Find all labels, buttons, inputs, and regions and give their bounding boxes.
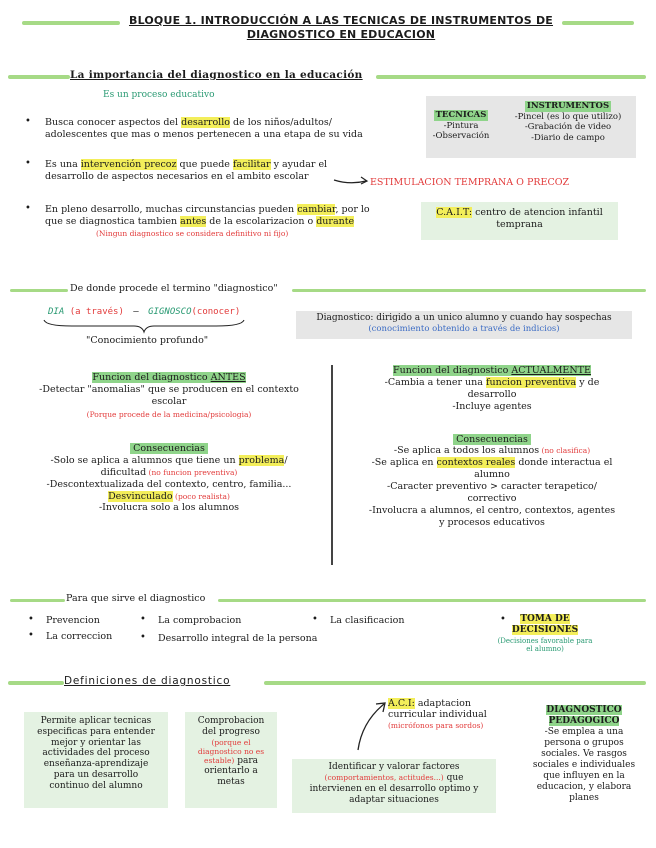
s1-bullet1-dot: • [25, 116, 31, 127]
diagnostico-def-text [296, 313, 632, 335]
actual-l2: desarrollo [467, 388, 517, 400]
actual-c7: y procesos educativos [439, 516, 545, 528]
s4-heading-bar-left [8, 681, 64, 685]
antes-c2-text: dificultad [100, 466, 147, 478]
actual-l3: -Incluye agentes [452, 400, 532, 412]
actual-c2-post: donde interactua el [515, 457, 613, 469]
def-box-1-text [24, 716, 168, 792]
ped-line-3: sociales e individuales [532, 759, 636, 770]
instrumentos-block [500, 101, 636, 144]
def1-line-3: actividades del proceso [42, 748, 150, 759]
s1-bullet3-dot: • [25, 203, 31, 214]
s1-b3-note: (Ningun diagnostico se considera definitivo ni fijo) [96, 229, 289, 238]
s1-b2-hl2: facilitar [232, 159, 271, 170]
s2-heading-bar-right [292, 289, 646, 292]
s1-bullet2 [45, 159, 375, 183]
s3-heading-bar-left [10, 599, 65, 602]
def3-l1: Identificar y valorar factores [328, 762, 460, 772]
toma-note1: (Decisiones favorable para [497, 636, 593, 645]
def3-l3: intervienen en el desarrollo optimo y [309, 783, 479, 794]
s1-b3-l2mid: de la escolarizacion o [206, 215, 317, 227]
page-title [120, 14, 562, 42]
actual-title-pre: Funcion del diagnostico [393, 365, 512, 376]
aci-note: (micrófonos para sordos) [388, 720, 484, 730]
diagnostico-def-note: (conocimiento obtenido a través de indicios) [368, 324, 560, 335]
tecnicas-item-0: -Pintura [443, 120, 479, 131]
s3-item-3: La correccion [46, 631, 113, 642]
antes-column [24, 372, 314, 514]
def1-line-5: para un desarrollo [53, 769, 139, 780]
actual-cons-title-text: Consecuencias [453, 434, 531, 445]
ped-line-5: educacion, y elabora [536, 781, 632, 792]
antes-c1-pre: -Solo se aplica a alumnos que tiene un [50, 454, 239, 466]
actual-c4: -Caracter preventivo > caracter terapetico/ [387, 481, 597, 492]
actual-l1-pre: -Cambia a tener una [384, 376, 486, 388]
instrumentos-title: INSTRUMENTOS [526, 101, 610, 111]
actual-title-hl: ACTUALMENTE [511, 365, 591, 376]
s3-heading-bar-right [218, 599, 646, 602]
ped-t2: PEDAGOGICO [548, 715, 620, 726]
def-box-3-text [292, 762, 496, 806]
s1-bullet3 [45, 204, 405, 228]
aci-block [388, 698, 518, 730]
antes-c4-hl: Desvinculado [108, 490, 173, 502]
s1-arrow-label: ESTIMULACION TEMPRANA O PRECOZ [370, 177, 570, 188]
antes-cons-title [24, 443, 314, 455]
def1-line-6: continuo del alumno [49, 780, 143, 791]
conocimiento-profundo: "Conocimiento profundo" [86, 335, 209, 346]
cait-line2: temprana [496, 218, 543, 230]
ped-line-1: persona o grupos [544, 737, 624, 748]
actual-cons-title [344, 434, 640, 446]
def1-line-0: Permite aplicar tecnicas [40, 716, 152, 726]
s1-b1-post: de los niños/adultos/ [229, 117, 332, 128]
instrumentos-item-1: -Grabación de video [524, 122, 612, 133]
page-title-line2: DIAGNOSTICO EN EDUCACION [246, 27, 436, 41]
def3-l4: adaptar situaciones [349, 794, 439, 805]
s1-heading-bar-right [376, 75, 646, 79]
antes-l2: escolar [151, 395, 187, 407]
s1-b1-hl: desarrollo [181, 117, 230, 128]
diagnostico-def-line: Diagnostico: dirigido a un unico alumno y cuando hay sospechas [316, 313, 612, 323]
ped-line-2: sociales. Ve rasgos [541, 748, 627, 759]
actual-c5: correctivo [467, 492, 517, 504]
def1-line-2: mejor y orientar las [51, 737, 141, 748]
antes-c2-note: (no funcion preventiva) [146, 467, 238, 477]
s3-dot-4: • [140, 632, 146, 643]
def2-l2: del progreso [202, 726, 260, 737]
ped-t1: DIAGNOSTICO [546, 705, 622, 715]
page-title-line1: BLOQUE 1. INTRODUCCIÓN A LAS TECNICAS DE INSTRUMENTOS DE [128, 14, 554, 27]
title-bar-right [562, 21, 634, 25]
def2-n1: (porque el [211, 737, 251, 747]
antes-c1-post: / [284, 454, 288, 466]
actual-c1 [344, 445, 640, 457]
antes-cons-title-text: Consecuencias [130, 443, 208, 454]
s1-b3-hl3: durante [316, 215, 355, 227]
s1-b2-line2: desarrollo de aspectos necesarios en el ambito escolar [45, 170, 309, 182]
antes-c4 [24, 491, 314, 503]
etym-dash: — [133, 307, 139, 317]
tecnicas-title: TECNICAS [435, 110, 487, 120]
tecnicas-block [426, 110, 496, 142]
actual-column [344, 365, 640, 529]
actual-c2-hl: contextos reales [436, 457, 516, 469]
s3-dot-2: • [312, 614, 318, 625]
arrow-up-right-icon [354, 700, 388, 752]
s1-bullet2-dot: • [25, 158, 31, 169]
toma-line2: DECISIONES [511, 625, 579, 636]
s4-heading: Definiciones de diagnostico [64, 675, 231, 687]
s1-b3-hl1: cambiar [297, 204, 336, 215]
actual-c2-pre: -Se aplica en [371, 457, 437, 469]
cait-desc: centro de atencion infantil [472, 207, 603, 218]
actual-c6: -Involucra a alumnos, el centro, contextos, agentes [368, 504, 616, 516]
antes-l1: -Detectar "anomalias" que se producen en el contexto [39, 383, 299, 395]
antes-title [24, 372, 314, 384]
antes-title-hl: ANTES [210, 372, 246, 383]
def1-line-4: enseñanza-aprendizaje [43, 759, 149, 770]
def2-l1: Comprobacion [197, 716, 265, 726]
toma-note2: el alumno) [526, 645, 564, 654]
def2-l4: orientarlo a [204, 766, 258, 777]
s2-heading-bar-left [10, 289, 68, 292]
s1-b3-l2pre: que se diagnostica tambien [45, 215, 181, 227]
instrumentos-item-2: -Diario de campo [531, 132, 605, 143]
actual-c3: alumno [474, 469, 510, 481]
etym-dia-meaning: (a través) [69, 307, 124, 317]
s3-dot-3: • [28, 630, 34, 641]
column-divider [331, 365, 333, 565]
s1-bullet1 [45, 117, 385, 141]
ped-line-0: -Se emplea a una [544, 726, 624, 737]
antes-c1-hl: problema [238, 454, 285, 466]
arrow-right-icon [332, 174, 370, 188]
toma-decisiones [494, 614, 596, 654]
actual-c1-note: (no clasifica) [539, 446, 591, 456]
antes-c1 [24, 455, 314, 467]
def2-l3: para [234, 755, 258, 766]
s1-b2-pre: Es una [45, 159, 81, 170]
s1-b2-post: y ayudar el [270, 159, 328, 170]
s1-b1-line2: adolescentes que mas o menos pertenecen a una etapa de su vida [45, 128, 363, 140]
actual-c1-text: -Se aplica a todos los alumnos [393, 445, 540, 457]
s3-item-1: La comprobacion [158, 615, 242, 626]
etym-dia: DIA [48, 307, 65, 317]
actual-l1-hl: funcion preventiva [485, 376, 577, 388]
etym-gignosco-meaning: (conocer) [191, 307, 241, 317]
aci-label: A.C.I: [388, 698, 415, 709]
s3-heading: Para que sirve el diagnostico [66, 593, 206, 604]
s3-dot-1: • [140, 614, 146, 625]
antes-c3: -Descontextualizada del contexto, centro, familia... [46, 478, 292, 490]
s1-b2-mid: que puede [176, 159, 233, 170]
def1-line-1: especificas para entender [37, 726, 155, 737]
def2-n3: estable) [204, 755, 235, 765]
def3-l2: que [443, 772, 464, 783]
antes-note: (Porque procede de la medicina/psicologia) [86, 409, 252, 419]
antes-c5: -Involucra solo a los alumnos [98, 502, 240, 514]
title-bar-left [22, 21, 120, 25]
s4-heading-bar-right [264, 681, 646, 685]
s1-subtitle: Es un proceso educativo [103, 90, 215, 100]
s1-b2-hl1: intervención precoz [80, 159, 177, 170]
def2-n2: diagnostico no es [197, 746, 265, 756]
toma-line1: TOMA DE [520, 614, 570, 624]
def-box-2-text [185, 716, 277, 788]
etym-gignosco: GIGNOSCO [148, 307, 192, 317]
ped-line-4: que influyen en la [543, 770, 625, 781]
aci-text: adaptacion [414, 698, 471, 709]
actual-title [344, 365, 640, 377]
ped-block [522, 705, 646, 804]
antes-c4-note: (poco realista) [172, 491, 230, 501]
etymology-row [48, 307, 240, 318]
s3-item-2: La clasificacion [330, 615, 405, 626]
curly-brace-icon [42, 318, 246, 334]
ped-line-6: planes [569, 792, 599, 803]
s3-item-0: Prevencion [46, 615, 100, 626]
antes-title-pre: Funcion del diagnostico [92, 372, 211, 383]
s2-heading: De donde procede el termino "diagnostico" [70, 283, 278, 294]
actual-l1 [344, 377, 640, 389]
s3-dot-0: • [28, 614, 34, 625]
cait-label: C.A.I.T: [436, 207, 473, 218]
cait-text [421, 207, 618, 231]
aci-l2: curricular individual [388, 709, 487, 721]
s1-heading: La importancia del diagnostico en la educación [70, 69, 363, 81]
s1-b3-pre: En pleno desarrollo, muchas circunstancias pueden [45, 204, 298, 215]
s1-heading-bar-left [8, 75, 70, 79]
s3-item-4: Desarrollo integral de la persona [158, 633, 318, 644]
actual-l1-post: y de [576, 376, 600, 388]
s3-dot-toma: • [500, 614, 506, 625]
s1-b1-pre: Busca conocer aspectos del [45, 117, 182, 128]
instrumentos-item-0: -Pincel (es lo que utilizo) [514, 111, 622, 122]
s1-b3-post: , por lo [335, 204, 370, 215]
tecnicas-item-1: -Observación [432, 131, 490, 142]
def3-n1: (comportamientos, actitudes...) [324, 772, 444, 782]
s1-b3-hl2: antes [180, 215, 207, 227]
antes-c2 [24, 467, 314, 479]
actual-c2 [344, 457, 640, 469]
def2-l5: metas [217, 777, 245, 788]
